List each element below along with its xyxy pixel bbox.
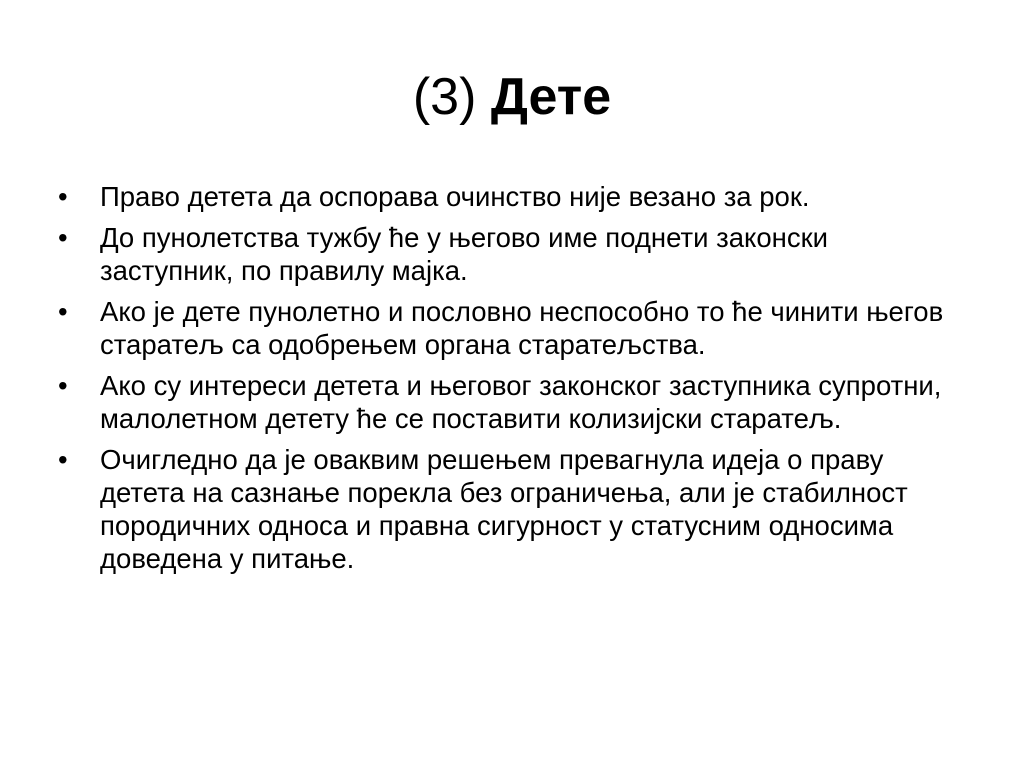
- slide-title-number: (3): [412, 68, 477, 126]
- bullet-item: [58, 295, 958, 361]
- bullet-item: [58, 221, 958, 287]
- bullet-text: До пунолетства тужбу ће у његово име поднети законски заступник, по правилу мајка.: [100, 222, 828, 286]
- bullet-item: [58, 369, 958, 435]
- bullet-text: Ако су интереси детета и његовог законског заступника супротни, малолетном детету ће се поставити колизијски старатељ.: [100, 370, 942, 434]
- bullet-marker-icon: •: [58, 181, 68, 212]
- slide-title-word: Дете: [490, 68, 612, 126]
- bullet-list: [58, 180, 958, 583]
- bullet-marker-icon: •: [58, 444, 68, 475]
- slide-title: [0, 62, 1024, 132]
- bullet-marker-icon: •: [58, 370, 68, 401]
- bullet-item: [58, 180, 958, 213]
- bullet-item: [58, 443, 958, 575]
- bullet-marker-icon: •: [58, 296, 68, 327]
- bullet-marker-icon: •: [58, 222, 68, 253]
- bullet-text: Очигледно да је оваквим решењем превагнула идеја о праву детета на сазнање порекла без ограничења, али је стабилност породичних односа и правна сигурност у статусним односима доведена у питање.: [100, 444, 908, 574]
- bullet-text: Право детета да оспорава очинство није везано за рок.: [100, 181, 810, 212]
- bullet-text: Ако је дете пунолетно и пословно неспособно то ће чинити његов старатељ са одобрењем органа старатељства.: [100, 296, 944, 360]
